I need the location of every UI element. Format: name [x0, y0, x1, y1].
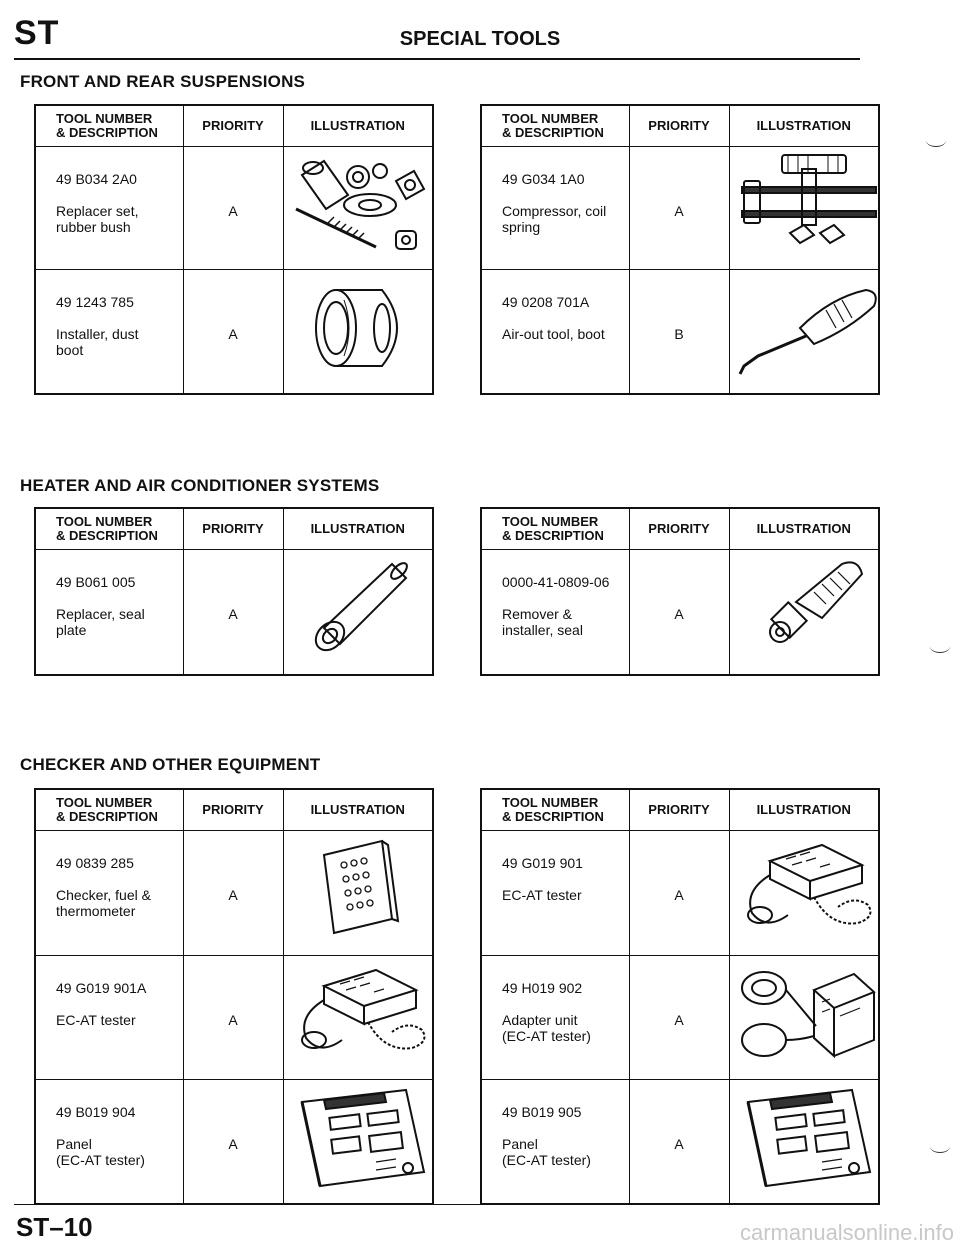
column-header-illustration: ILLUSTRATION — [729, 105, 879, 147]
priority-value: A — [228, 326, 238, 342]
table-row — [35, 270, 433, 394]
priority-value: A — [228, 606, 238, 622]
priority-value: A — [228, 1012, 238, 1028]
tool-table — [34, 507, 434, 676]
watermark: carmanualsonline.info — [739, 1220, 954, 1245]
column-header-tool: TOOL NUMBER & DESCRIPTION — [35, 105, 183, 147]
page-code: ST — [14, 14, 60, 52]
tester-panel-icon — [729, 1080, 879, 1204]
priority-cell — [629, 956, 729, 1080]
table-row — [35, 147, 433, 270]
margin-mark — [926, 134, 946, 147]
tool-cell — [35, 956, 183, 1080]
tool-table — [480, 788, 880, 1205]
fuel-checker-icon — [283, 831, 433, 956]
tool-cell — [481, 270, 629, 394]
tool-description: Remover & installer, seal — [502, 606, 583, 638]
priority-value: A — [674, 1012, 684, 1028]
tool-cell — [481, 147, 629, 270]
table-row — [481, 831, 879, 956]
tool-description: EC-AT tester — [56, 1012, 136, 1028]
tool-description: Compressor, coil spring — [502, 203, 607, 235]
tool-number: 49 B061 005 — [56, 574, 136, 590]
tool-cell — [481, 831, 629, 956]
footer-rule — [14, 1204, 860, 1205]
column-header-priority: PRIORITY — [183, 789, 283, 831]
column-header-illustration: ILLUSTRATION — [729, 508, 879, 550]
tool-number: 49 G034 1A0 — [502, 171, 585, 187]
column-header-priority: PRIORITY — [183, 508, 283, 550]
tool-table — [480, 507, 880, 676]
priority-value: B — [674, 326, 684, 342]
column-header-tool: TOOL NUMBER & DESCRIPTION — [481, 508, 629, 550]
tool-table — [34, 104, 434, 395]
tool-number: 49 0839 285 — [56, 855, 134, 871]
tool-description: Installer, dust boot — [56, 326, 139, 358]
tool-description: Replacer, seal plate — [56, 606, 145, 638]
priority-cell — [629, 147, 729, 270]
column-header-tool: TOOL NUMBER & DESCRIPTION — [35, 508, 183, 550]
air-out-tool-icon — [729, 270, 879, 394]
priority-value: A — [674, 606, 684, 622]
tool-cell — [35, 550, 183, 675]
page-title: SPECIAL TOOLS — [399, 28, 561, 50]
column-header-illustration: ILLUSTRATION — [283, 508, 433, 550]
priority-cell — [629, 1080, 729, 1204]
tool-cell — [481, 1080, 629, 1204]
tool-number: 49 0208 701A — [502, 294, 590, 310]
priority-cell — [183, 270, 283, 394]
section-title-checker: CHECKER AND OTHER EQUIPMENT — [20, 755, 321, 774]
margin-mark — [930, 640, 950, 653]
column-header-priority: PRIORITY — [629, 508, 729, 550]
priority-cell — [183, 956, 283, 1080]
header-rule — [14, 58, 860, 60]
tool-cell — [35, 1080, 183, 1204]
table-row — [35, 550, 433, 675]
priority-value: A — [674, 1136, 684, 1152]
column-header-priority: PRIORITY — [629, 105, 729, 147]
priority-cell — [629, 831, 729, 956]
table-row — [481, 1080, 879, 1204]
tool-cell — [35, 147, 183, 270]
priority-cell — [183, 147, 283, 270]
column-header-illustration: ILLUSTRATION — [283, 105, 433, 147]
column-header-priority: PRIORITY — [629, 789, 729, 831]
column-header-tool: TOOL NUMBER & DESCRIPTION — [35, 789, 183, 831]
tool-description: Checker, fuel & thermometer — [56, 887, 151, 919]
column-header-illustration: ILLUSTRATION — [729, 789, 879, 831]
tool-description: Panel (EC-AT tester) — [502, 1136, 591, 1168]
adapter-unit-icon — [729, 956, 879, 1080]
tool-description: Panel (EC-AT tester) — [56, 1136, 145, 1168]
tester-panel-icon — [283, 1080, 433, 1204]
dust-boot-installer-icon — [283, 270, 433, 394]
column-header-illustration: ILLUSTRATION — [283, 789, 433, 831]
bushing-replacer-set-icon — [283, 147, 433, 270]
column-header-priority: PRIORITY — [183, 105, 283, 147]
tool-number: 0000-41-0809-06 — [502, 574, 610, 590]
tool-description: Air-out tool, boot — [502, 326, 605, 342]
tool-number: 49 H019 902 — [502, 980, 583, 996]
table-row — [35, 831, 433, 956]
priority-cell — [629, 270, 729, 394]
page-number: ST–10 — [16, 1212, 93, 1242]
ec-at-tester-icon — [283, 956, 433, 1080]
table-row — [481, 270, 879, 394]
priority-value: A — [228, 1136, 238, 1152]
priority-value: A — [228, 887, 238, 903]
table-row — [481, 147, 879, 270]
ec-at-tester-icon — [729, 831, 879, 956]
tool-table — [480, 104, 880, 395]
tool-number: 49 B019 905 — [502, 1104, 582, 1120]
tool-description: Adapter unit (EC-AT tester) — [502, 1012, 591, 1044]
seal-plate-replacer-icon — [283, 550, 433, 675]
priority-value: A — [228, 203, 238, 219]
priority-cell — [183, 550, 283, 675]
priority-cell — [183, 831, 283, 956]
tool-number: 49 B034 2A0 — [56, 171, 137, 187]
table-row — [35, 956, 433, 1080]
priority-value: A — [674, 887, 684, 903]
tool-cell — [481, 956, 629, 1080]
section-title-heater-ac: HEATER AND AIR CONDITIONER SYSTEMS — [20, 476, 380, 495]
table-row — [481, 956, 879, 1080]
seal-remover-icon — [729, 550, 879, 675]
tool-description: Replacer set, rubber bush — [56, 203, 139, 235]
tool-table — [34, 788, 434, 1205]
margin-mark — [930, 1140, 950, 1153]
column-header-tool: TOOL NUMBER & DESCRIPTION — [481, 105, 629, 147]
table-row — [481, 550, 879, 675]
priority-cell — [183, 1080, 283, 1204]
tool-number: 49 B019 904 — [56, 1104, 136, 1120]
tool-description: EC-AT tester — [502, 887, 582, 903]
coil-spring-compressor-icon — [729, 147, 879, 270]
priority-value: A — [674, 203, 684, 219]
tool-cell — [35, 831, 183, 956]
priority-cell — [629, 550, 729, 675]
column-header-tool: TOOL NUMBER & DESCRIPTION — [481, 789, 629, 831]
table-row — [35, 1080, 433, 1204]
section-title-suspensions: FRONT AND REAR SUSPENSIONS — [20, 72, 306, 91]
tool-cell — [481, 550, 629, 675]
tool-number: 49 G019 901 — [502, 855, 583, 871]
tool-number: 49 G019 901A — [56, 980, 147, 996]
tool-cell — [35, 270, 183, 394]
tool-number: 49 1243 785 — [56, 294, 134, 310]
